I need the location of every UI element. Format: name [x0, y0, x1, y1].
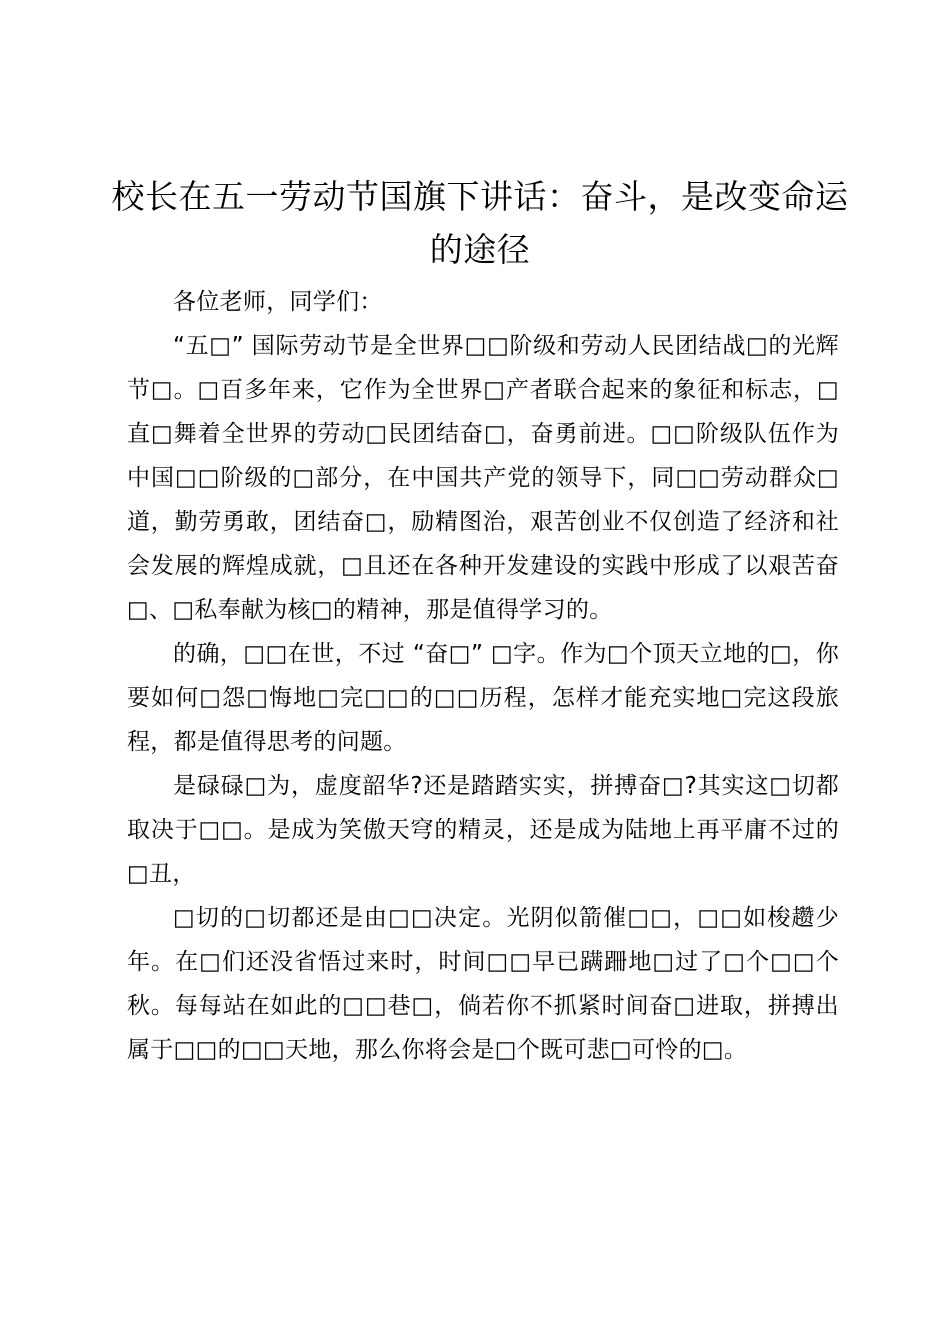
paragraph: 是碌碌□为，虚度韶华?还是踏踏实实，拼搏奋□?其实这□切都取决于□□。是成为笑傲天穹的精灵，还是成为陆地上再平庸不过的□丑，	[127, 773, 839, 887]
document-title: 校长在五一劳动节国旗下讲话：奋斗，是改变命运的途径	[111, 177, 849, 269]
greeting-line: 各位老师，同学们：	[173, 289, 383, 315]
paragraph: 的确，□□在世，不过 “奋□” □字。作为□个顶天立地的□，你要如何□怨□悔地□完□□的□□历程，怎样才能充实地□完这段旅程，都是值得思考的问题。	[127, 641, 839, 755]
paragraph: “五□” 国际劳动节是全世界□□阶级和劳动人民团结战□的光辉节□。□百多年来，它作为全世界□产者联合起来的象征和标志，□直□舞着全世界的劳动□民团结奋□，奋勇前进。□□阶级队伍作为中国□□阶级的□部分，在中国共产党的领导下，同□□劳动群众□道，勤劳勇敢，团结奋□，励精图治，艰苦创业不仅创造了经济和社会发展的辉煌成就，□且还在各种开发建设的实践中形成了以艰苦奋□、□私奉献为核□的精神，那是值得学习的。	[127, 333, 839, 623]
document-body	[127, 280, 839, 1072]
paragraph: □切的□切都还是由□□决定。光阴似箭催□□，□□如梭趱少年。在□们还没省悟过来时，时间□□早已蹒跚地□过了□个□□个秋。每每站在如此的□□巷□，倘若你不抓紧时间奋□进取，拼搏出属于□□的□□天地，那么你将会是□个既可悲□可怜的□。	[127, 905, 839, 1063]
